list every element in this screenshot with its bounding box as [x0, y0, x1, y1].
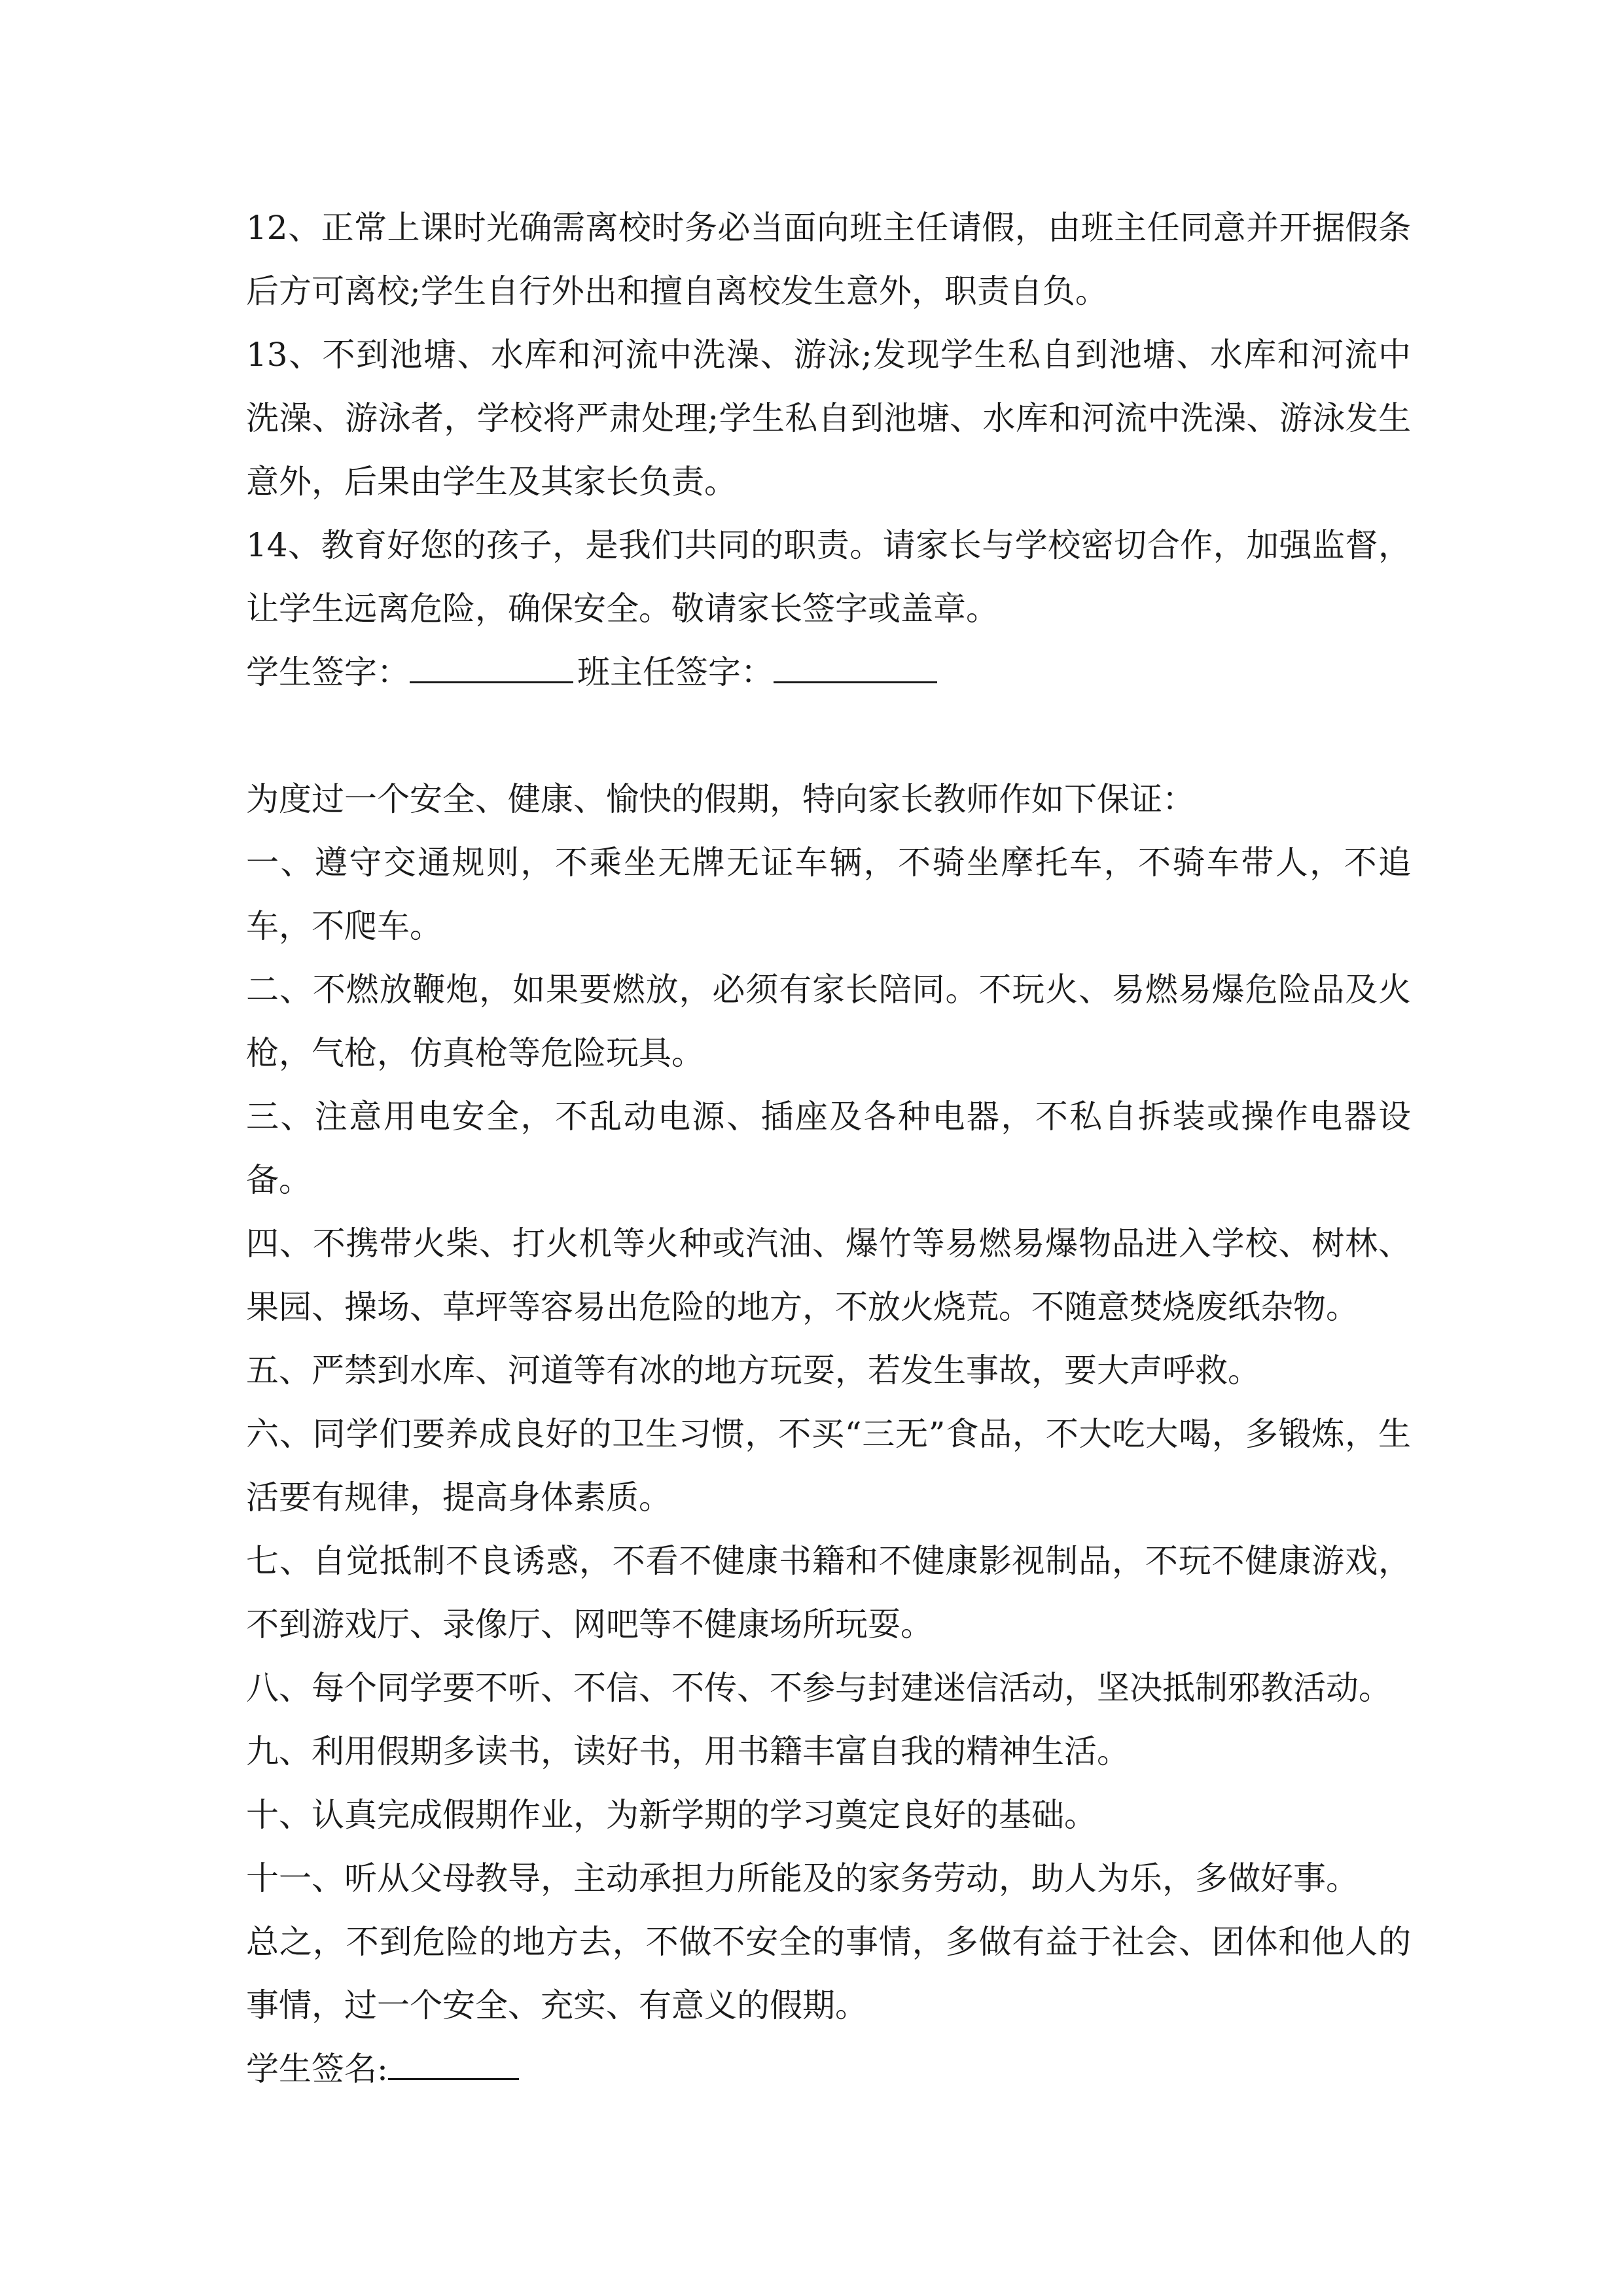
pledge-item-11: 十一、听从父母教导，主动承担力所能及的家务劳动，助人为乐，多做好事。 — [246, 1859, 1359, 1897]
document-body — [246, 196, 1411, 2101]
rule-item-13: 13、不到池塘、水库和河流中洗澡、游泳;发现学生私自到池塘、水库和河流中洗澡、游泳者，学校将严肃处理;学生私自到池塘、水库和河流中洗澡、游泳发生意外，后果由学生及其家长负责。 — [246, 336, 1411, 501]
student-sign-name-label: 学生签名: — [246, 2050, 388, 2088]
signature-line-2 — [246, 2037, 1411, 2101]
pledge-conclusion: 总之，不到危险的地方去，不做不安全的事情，多做有益于社会、团体和他人的事情，过一个安全、充实、有意义的假期。 — [246, 1923, 1411, 2024]
student-signature-label: 学生签字： — [246, 653, 410, 691]
pledge-item-10: 十、认真完成假期作业，为新学期的学习奠定良好的基础。 — [246, 1796, 1097, 1834]
pledge-item-6: 六、同学们要养成良好的卫生习惯，不买“三无”食品，不大吃大喝，多锻炼，生活要有规律，提高身体素质。 — [246, 1415, 1411, 1516]
pledge-item-3: 三、注意用电安全，不乱动电源、插座及各种电器，不私自拆装或操作电器设备。 — [246, 1098, 1411, 1199]
pledge-item-2: 二、不燃放鞭炮，如果要燃放，必须有家长陪同。不玩火、易燃易爆危险品及火枪，气枪，仿真枪等危险玩具。 — [246, 971, 1411, 1072]
pledge-item-9: 九、利用假期多读书，读好书，用书籍丰富自我的精神生活。 — [246, 1732, 1130, 1770]
pledge-item-4: 四、不携带火柴、打火机等火种或汽油、爆竹等易燃易爆物品进入学校、树林、果园、操场、草坪等容易出危险的地方，不放火烧荒。不随意焚烧废纸杂物。 — [246, 1225, 1411, 1326]
teacher-signature-label: 班主任签字： — [577, 653, 774, 691]
signature-line-1 — [246, 641, 1411, 704]
pledge-item-5: 五、严禁到水库、河道等有冰的地方玩耍，若发生事故，要大声呼救。 — [246, 1352, 1260, 1390]
pledge-item-1: 一、遵守交通规则，不乘坐无牌无证车辆，不骑坐摩托车，不骑车带人，不追车，不爬车。 — [246, 844, 1411, 945]
section-gap — [246, 704, 1411, 768]
pledge-intro: 为度过一个安全、健康、愉快的假期，特向家长教师作如下保证： — [246, 780, 1195, 818]
pledge-item-8: 八、每个同学要不听、不信、不传、不参与封建迷信活动，坚决抵制邪教活动。 — [246, 1669, 1391, 1707]
rule-item-14: 14、教育好您的孩子，是我们共同的职责。请家长与学校密切合作，加强监督，让学生远离危险，确保安全。敬请家长签字或盖章。 — [246, 526, 1411, 628]
pledge-item-7: 七、自觉抵制不良诱惑，不看不健康书籍和不健康影视制品，不玩不健康游戏，不到游戏厅、录像厅、网吧等不健康场所玩耍。 — [246, 1542, 1411, 1643]
student-signature-blank[interactable] — [410, 645, 573, 683]
teacher-signature-blank[interactable] — [774, 645, 937, 683]
rule-item-12: 12、正常上课时光确需离校时务必当面向班主任请假，由班主任同意并开据假条后方可离校;学生自行外出和擅自离校发生意外，职责自负。 — [246, 209, 1411, 310]
student-sign-name-blank[interactable] — [388, 2041, 519, 2080]
